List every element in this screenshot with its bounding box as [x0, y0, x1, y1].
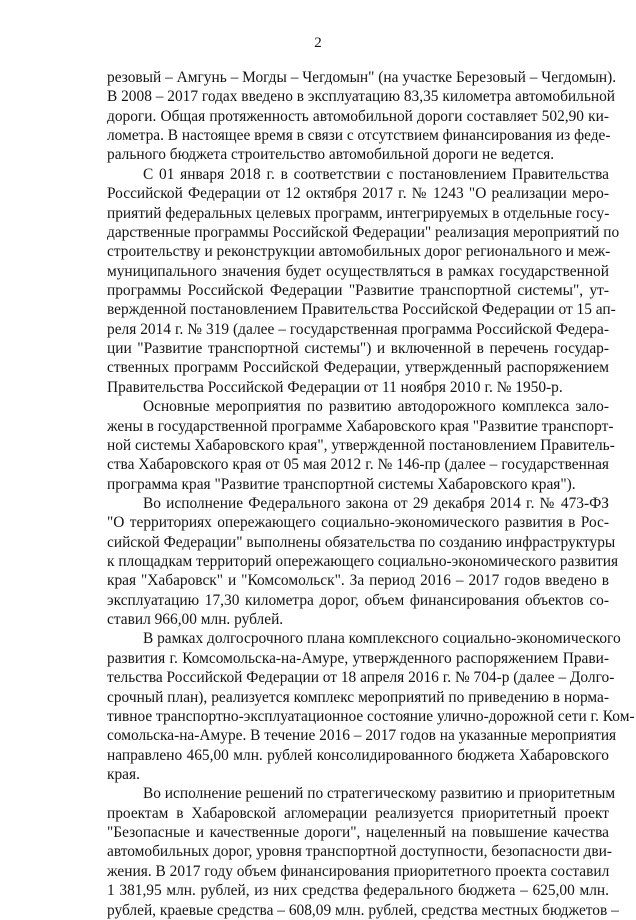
text-line: жения. В 2017 году объем финансирования приоритетного проекта составил: [107, 862, 610, 880]
text-line: к площадкам территорий опережающего социально-экономического развития: [107, 553, 619, 570]
text-line: Во исполнение Федерального закона от 29 декабря 2014 г. № 473-ФЗ: [143, 494, 609, 512]
text-line: Российской Федерации от 12 октября 2017 г. № 1243 "О реализации меро-: [107, 185, 609, 203]
text-line: резовый – Амгунь – Могды – Чегдомын" (на участке Березовый – Чегдомын).: [107, 69, 617, 86]
text-line: вержденной постановлением Правительства Российской Федерации от 15 ап-: [107, 301, 616, 319]
text-line: Во исполнение решений по стратегическому развитию и приоритетным: [143, 785, 616, 803]
text-line: дарственные программы Российской Федерации" реализация мероприятий по: [107, 223, 620, 241]
text-line: жены в государственной программе Хабаровского края "Развитие транспорт-: [107, 417, 614, 435]
text-line: сийской Федерации" выполнены обязательства по созданию инфраструктуры: [107, 533, 616, 551]
text-line: С 01 января 2018 г. в соответствии с постановлением Правительства: [143, 165, 609, 183]
text-line: 1 381,95 млн. рублей, из них средства федерального бюджета – 625,00 млн.: [107, 882, 609, 900]
text-line: автомобильных дорог, уровня транспортной доступности, безопасности дви-: [107, 843, 612, 861]
text-line: ции "Развитие транспортной системы") и включенной в перечень государ-: [107, 340, 609, 357]
text-line: В рамках долгосрочного плана комплексного социально-экономического: [143, 630, 621, 648]
text-line: края "Хабаровск" и "Комсомольск". За период 2016 – 2017 годов введено в: [107, 572, 609, 590]
text-line: рублей, краевые средства – 608,09 млн. рублей, средства местных бюджетов –: [107, 901, 619, 919]
text-line: проектам в Хабаровской агломерации реализуется приоритетный проект: [107, 804, 609, 822]
text-line: рального бюджета строительство автомобильной дороги не ведется.: [107, 146, 555, 164]
text-line: реля 2014 г. № 319 (далее – государственная программа Российской Федера-: [107, 320, 609, 338]
text-line: эксплуатацию 17,30 километра дорог, объем финансирования объектов со-: [107, 591, 609, 609]
text-line: тивное транспортно-эксплуатационное состояние улично-дорожной сети г. Ком-: [107, 707, 635, 725]
text-line: строительству и реконструкции автомобильных дорог регионального и меж-: [107, 243, 611, 261]
page-number: 2: [314, 35, 322, 51]
text-line: дороги. Общая протяженность автомобильной дороги составляет 502,90 ки-: [107, 107, 609, 125]
text-line: Правительства Российской Федерации от 11 ноября 2010 г. № 1950-р.: [107, 378, 563, 396]
text-line: Основные мероприятия по развитию автодорожного комплекса зало-: [143, 398, 609, 416]
text-line: лометра. В настоящее время в связи с отсутствием финансирования из феде-: [107, 127, 611, 145]
text-line: программа края "Развитие транспортной системы Хабаровского края").: [107, 475, 576, 493]
text-line: края.: [107, 766, 140, 783]
text-line: тельства Российской Федерации от 18 апреля 2016 г. № 704-р (далее – Долго-: [107, 669, 615, 687]
text-line: "О территориях опережающего социально-экономического развития в Рос-: [107, 514, 609, 532]
text-line: сомольска-на-Амуре. В течение 2016 – 2017 годов на указанные мероприятия: [107, 727, 617, 745]
text-line: направлено 465,00 млн. рублей консолидированного бюджета Хабаровского: [107, 746, 609, 764]
text-line: ства Хабаровского края от 05 мая 2012 г. № 146-пр (далее – государственная: [107, 456, 609, 474]
text-line: приятий федеральных целевых программ, интегрируемых в отдельные госу-: [107, 204, 610, 222]
text-line: "Безопасные и качественные дороги", нацеленный на повышение качества: [107, 824, 609, 841]
text-line: ственных программ Российской Федерации, утвержденный распоряжением: [107, 359, 609, 377]
text-line: ставил 966,00 млн. рублей.: [107, 611, 284, 629]
text-line: ной системы Хабаровского края", утвержденной постановлением Правитель-: [107, 436, 615, 454]
text-line: срочный план), реализуется комплекс мероприятий по приведению в норма-: [107, 688, 609, 706]
text-line: программы Российской Федерации "Развитие транспортной системы", ут-: [107, 282, 609, 299]
text-line: муниципального значения будет осуществляться в рамках государственной: [107, 262, 609, 280]
text-line: развития г. Комсомольска-на-Амуре, утвержденного распоряжением Прави-: [107, 649, 609, 667]
text-line: В 2008 – 2017 годах введено в эксплуатацию 83,35 километра автомобильной: [107, 88, 616, 106]
